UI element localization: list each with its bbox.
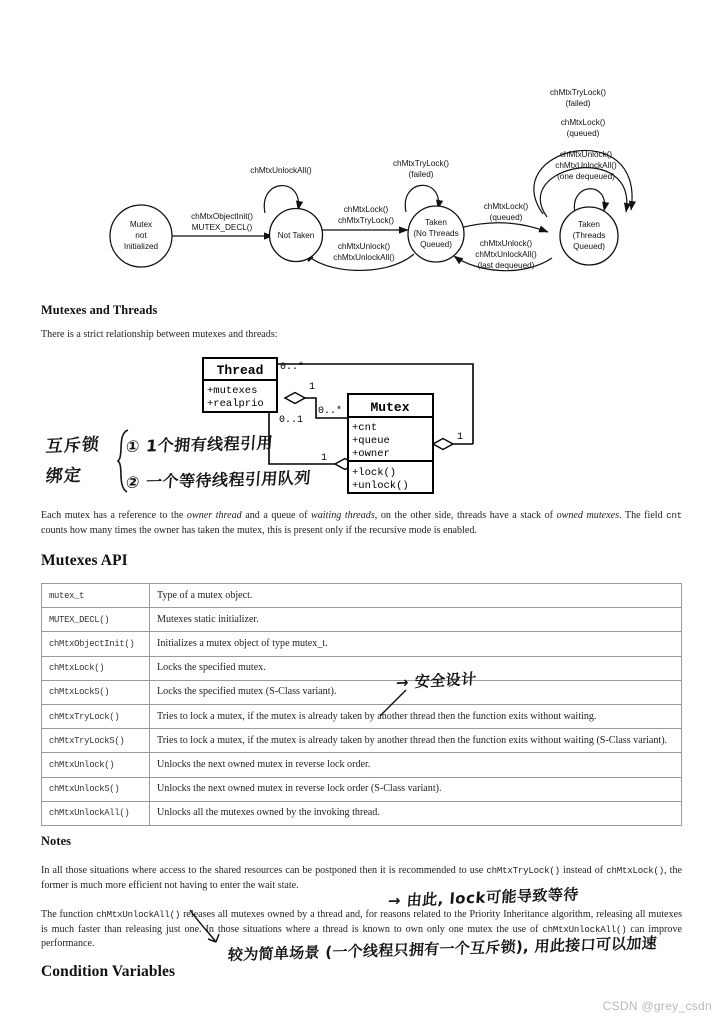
api-function-desc: Unlocks the next owned mutex in reverse lock order. <box>150 753 682 777</box>
svg-text:(queued): (queued) <box>566 129 600 138</box>
svg-text:chMtxTryLock(): chMtxTryLock() <box>337 216 395 225</box>
edge-label-taken-to-nottaken <box>333 242 395 262</box>
svg-text:(No Threads: (No Threads <box>413 229 459 238</box>
watermark: CSDN @grey_csdn <box>602 999 712 1013</box>
edge-taken-q-outer-loop <box>534 150 632 214</box>
notes-p2-code-unlockall-2: chMtxUnlockAll() <box>542 923 627 935</box>
edge-label-taken-q-mid <box>561 118 606 138</box>
diamond-thread-mutexes <box>285 393 305 404</box>
svg-text:Mutex: Mutex <box>129 220 153 229</box>
notes-p2-b: releases all mutexes owned by a thread and, for reasons related to the Priority Inheritance algorithm, releasing all mutexes is much faster than releasing just one. In those situations where a thread is known to own only one mutex the use of <box>41 909 682 935</box>
api-function-name: chMtxUnlockS() <box>42 777 150 801</box>
svg-text:not: not <box>135 231 147 240</box>
api-function-name: chMtxUnlockAll() <box>42 801 150 825</box>
svg-text:chMtxLock(): chMtxLock() <box>343 205 389 214</box>
mutex-state-machine-diagram <box>86 78 656 290</box>
api-function-name: MUTEX_DECL() <box>42 608 150 632</box>
svg-text:(failed): (failed) <box>565 99 591 108</box>
table-row <box>42 801 682 825</box>
edge-label-taken-q-outer <box>550 88 606 108</box>
svg-text:chMtxUnlock(): chMtxUnlock() <box>559 150 613 159</box>
edge-label-taken-nq-to-q <box>484 202 529 222</box>
handwritten-annotation-6: → 由此, lock可能导致等待 <box>387 885 580 911</box>
edge-taken-nq-to-q <box>460 223 548 232</box>
node-label-not-taken <box>278 231 315 240</box>
table-row <box>42 584 682 608</box>
api-function-name: mutex_t <box>42 584 150 608</box>
uml-thread-attr-realprio: +realprio <box>207 398 264 410</box>
edge-label-taken-nq-self <box>393 159 449 179</box>
notes-paragraph-1 <box>41 864 682 893</box>
notes-p2-a: The function <box>41 909 97 920</box>
table-row <box>42 680 682 704</box>
body-em-owned-mutexes: owned mutexes <box>556 510 620 521</box>
body-mid-1: and a queue of <box>241 510 312 521</box>
uml-mutex-op-lock: +lock() <box>352 467 397 479</box>
api-function-desc: Unlocks the next owned mutex in reverse lock order (S-Class variant). <box>150 777 682 801</box>
uml-mutex-title: Mutex <box>370 400 410 415</box>
body-pre: Each mutex has a reference to the <box>41 510 187 521</box>
table-row <box>42 729 682 753</box>
uml-mult-thread-top: 0..* <box>280 362 305 373</box>
svg-text:chMtxLock(): chMtxLock() <box>483 202 529 211</box>
uml-mult-thread-mutexes: 1 <box>309 382 316 393</box>
uml-thread-attr-mutexes: +mutexes <box>207 385 258 397</box>
body-mid-2: , on the other side, threads have a stack of <box>374 510 557 521</box>
svg-text:(last dequeued): (last dequeued) <box>477 261 535 270</box>
svg-text:Taken: Taken <box>578 220 600 229</box>
svg-text:(one dequeued): (one dequeued) <box>557 172 615 181</box>
uml-mutex-attr-cnt: +cnt <box>352 422 378 434</box>
notes-p1-b: instead of <box>559 865 607 876</box>
svg-text:(Threads: (Threads <box>572 231 606 240</box>
mutexes-api-table <box>41 583 682 826</box>
svg-text:chMtxUnlockAll(): chMtxUnlockAll() <box>555 161 617 170</box>
uml-mutex-op-unlock: +unlock() <box>352 480 409 492</box>
table-row <box>42 753 682 777</box>
table-row <box>42 632 682 656</box>
svg-text:(queued): (queued) <box>489 213 523 222</box>
heading-notes: Notes <box>41 834 72 848</box>
api-function-desc: Locks the specified mutex (S-Class variant). <box>150 680 682 704</box>
svg-text:MUTEX_DECL(): MUTEX_DECL() <box>191 223 253 232</box>
api-function-name: chMtxObjectInit() <box>42 632 150 656</box>
notes-p2-c: can improve performance. <box>41 923 682 949</box>
svg-text:Queued): Queued) <box>573 242 605 251</box>
svg-text:chMtxLock(): chMtxLock() <box>560 118 606 127</box>
api-table-body <box>42 584 682 826</box>
table-row <box>42 656 682 680</box>
svg-text:chMtxUnlockAll(): chMtxUnlockAll() <box>475 250 537 259</box>
uml-mutex-attr-owner: +owner <box>352 448 390 460</box>
handwritten-annotation-4: ② 一个等待线程引用队列 <box>125 468 312 493</box>
svg-text:(failed): (failed) <box>408 170 434 179</box>
svg-text:Not Taken: Not Taken <box>277 231 315 240</box>
notes-p1-code-trylock: chMtxTryLock() <box>486 865 560 876</box>
body-tail: counts how many times the owner has taken the mutex, this is present only if the recursive mode is enabled. <box>41 524 477 536</box>
state-machine-svg <box>86 78 656 290</box>
api-function-name: chMtxLock() <box>42 656 150 680</box>
svg-text:chMtxTryLock(): chMtxTryLock() <box>392 159 450 168</box>
body-em-owner-thread: owner thread <box>186 510 242 521</box>
api-function-desc: Mutexes static initializer. <box>150 608 682 632</box>
body-mid-3: . The field <box>619 510 667 521</box>
heading-mutexes-and-threads: Mutexes and Threads <box>41 303 158 317</box>
svg-text:chMtxUnlock(): chMtxUnlock() <box>337 242 391 251</box>
api-function-desc: Unlocks all the mutexes owned by the invoking thread. <box>150 801 682 825</box>
svg-text:Taken: Taken <box>425 218 447 227</box>
handwritten-pointer-2 <box>186 908 232 952</box>
notes-p1-c: , the former is much more efficient not having to enter the wait state. <box>41 865 682 891</box>
svg-text:chMtxObjectInit(): chMtxObjectInit() <box>191 212 253 221</box>
api-function-name: chMtxTryLock() <box>42 705 150 729</box>
api-function-desc: Locks the specified mutex. <box>150 656 682 680</box>
api-function-desc: Tries to lock a mutex, if the mutex is already taken by another thread then the function exits without waiting. <box>150 705 682 729</box>
edge-label-nottaken-self <box>250 166 312 175</box>
edge-label-taken-q-self <box>555 150 617 181</box>
notes-p1-a: In all those situations where access to the shared resources can be postponed then it is recommended to use <box>41 865 487 876</box>
edge-label-init-to-nottaken <box>191 212 253 232</box>
api-function-name: chMtxTryLockS() <box>42 729 150 753</box>
svg-text:chMtxUnlock(): chMtxUnlock() <box>479 239 533 248</box>
handwritten-brace <box>108 428 138 496</box>
table-row <box>42 705 682 729</box>
api-function-desc: Tries to lock a mutex, if the mutex is already taken by another thread then the function exits without waiting (S-Class variant). <box>150 729 682 753</box>
svg-text:Queued): Queued) <box>420 240 452 249</box>
svg-text:chMtxUnlockAll(): chMtxUnlockAll() <box>333 253 395 262</box>
diamond-mutex-right <box>433 439 453 450</box>
edge-label-nottaken-to-taken <box>338 205 394 225</box>
body-em-waiting-threads: waiting threads <box>311 510 375 521</box>
uml-mult-mutex-left: 0..* <box>318 406 343 417</box>
body-code-cnt: cnt <box>666 510 682 521</box>
heading-condition-variables: Condition Variables <box>41 963 176 980</box>
uml-thread-title: Thread <box>216 363 264 378</box>
heading-mutexes-api: Mutexes API <box>41 552 128 569</box>
handwritten-annotation-7: 较为简单场景 (一个线程只拥有一个互斥锁), 用此接口可以加速 <box>227 933 658 965</box>
notes-p1-code-lock: chMtxLock() <box>606 865 665 876</box>
svg-text:chMtxTryLock(): chMtxTryLock() <box>549 88 607 97</box>
uml-mutex-attr-queue: +queue <box>352 435 390 447</box>
api-function-name: chMtxUnlock() <box>42 753 150 777</box>
handwritten-annotation-2: 绑定 <box>44 465 83 488</box>
edge-label-taken-q-to-nq <box>475 239 537 270</box>
api-function-desc: Type of a mutex object. <box>150 584 682 608</box>
uml-mult-owner: 1 <box>321 453 328 464</box>
handwritten-annotation-5: → 安全设计 <box>395 669 478 693</box>
svg-text:Initialized: Initialized <box>123 242 159 251</box>
api-function-desc: Initializes a mutex object of type mutex_t. <box>150 632 682 656</box>
table-row <box>42 608 682 632</box>
svg-text:chMtxUnlockAll(): chMtxUnlockAll() <box>250 166 312 175</box>
api-function-name: chMtxLockS() <box>42 680 150 704</box>
uml-mult-thread-bottom: 0..1 <box>279 415 304 426</box>
intro-paragraph: There is a strict relationship between mutexes and threads: <box>41 329 278 340</box>
mutex-thread-body-paragraph <box>41 509 682 538</box>
handwritten-annotation-1: 互斥锁 <box>44 434 101 458</box>
notes-p2-code-unlockall-1: chMtxUnlockAll() <box>96 909 181 920</box>
handwritten-pointer-1 <box>378 688 412 718</box>
table-row <box>42 777 682 801</box>
handwritten-annotation-3: ① 1个拥有线程引用 <box>125 433 274 457</box>
uml-mult-mutex-right: 1 <box>457 432 464 443</box>
